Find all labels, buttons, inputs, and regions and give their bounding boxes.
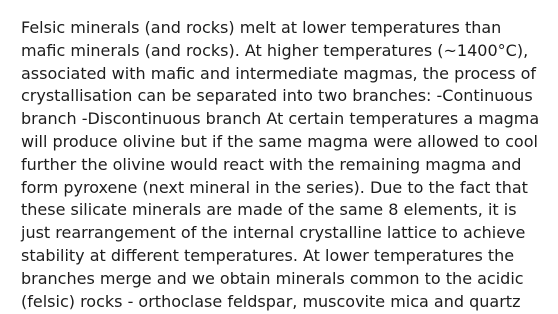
body-paragraph: Felsic minerals (and rocks) melt at lower temperatures than mafic minerals (and rocks). At higher temperatures (~1400°C), associated with mafic and intermediate magmas, the process of crystallisation can be separated into two branches: -Continuous branch -Discontinuous branch At certain temperatures a magma will produce olivine but if the same magma were allowed to cool further the olivine would react with the remaining magma and form pyroxene (next mineral in the series). Due to the fact that these silicate minerals are made of the same 8 elements, it is just rearrangement of the internal crystalline lattice to achieve stability at different temperatures. At lower temperatures the branches merge and we obtain minerals common to the acidic (felsic) rocks - orthoclase feldspar, muscovite mica and quartz — [21, 18, 540, 311]
